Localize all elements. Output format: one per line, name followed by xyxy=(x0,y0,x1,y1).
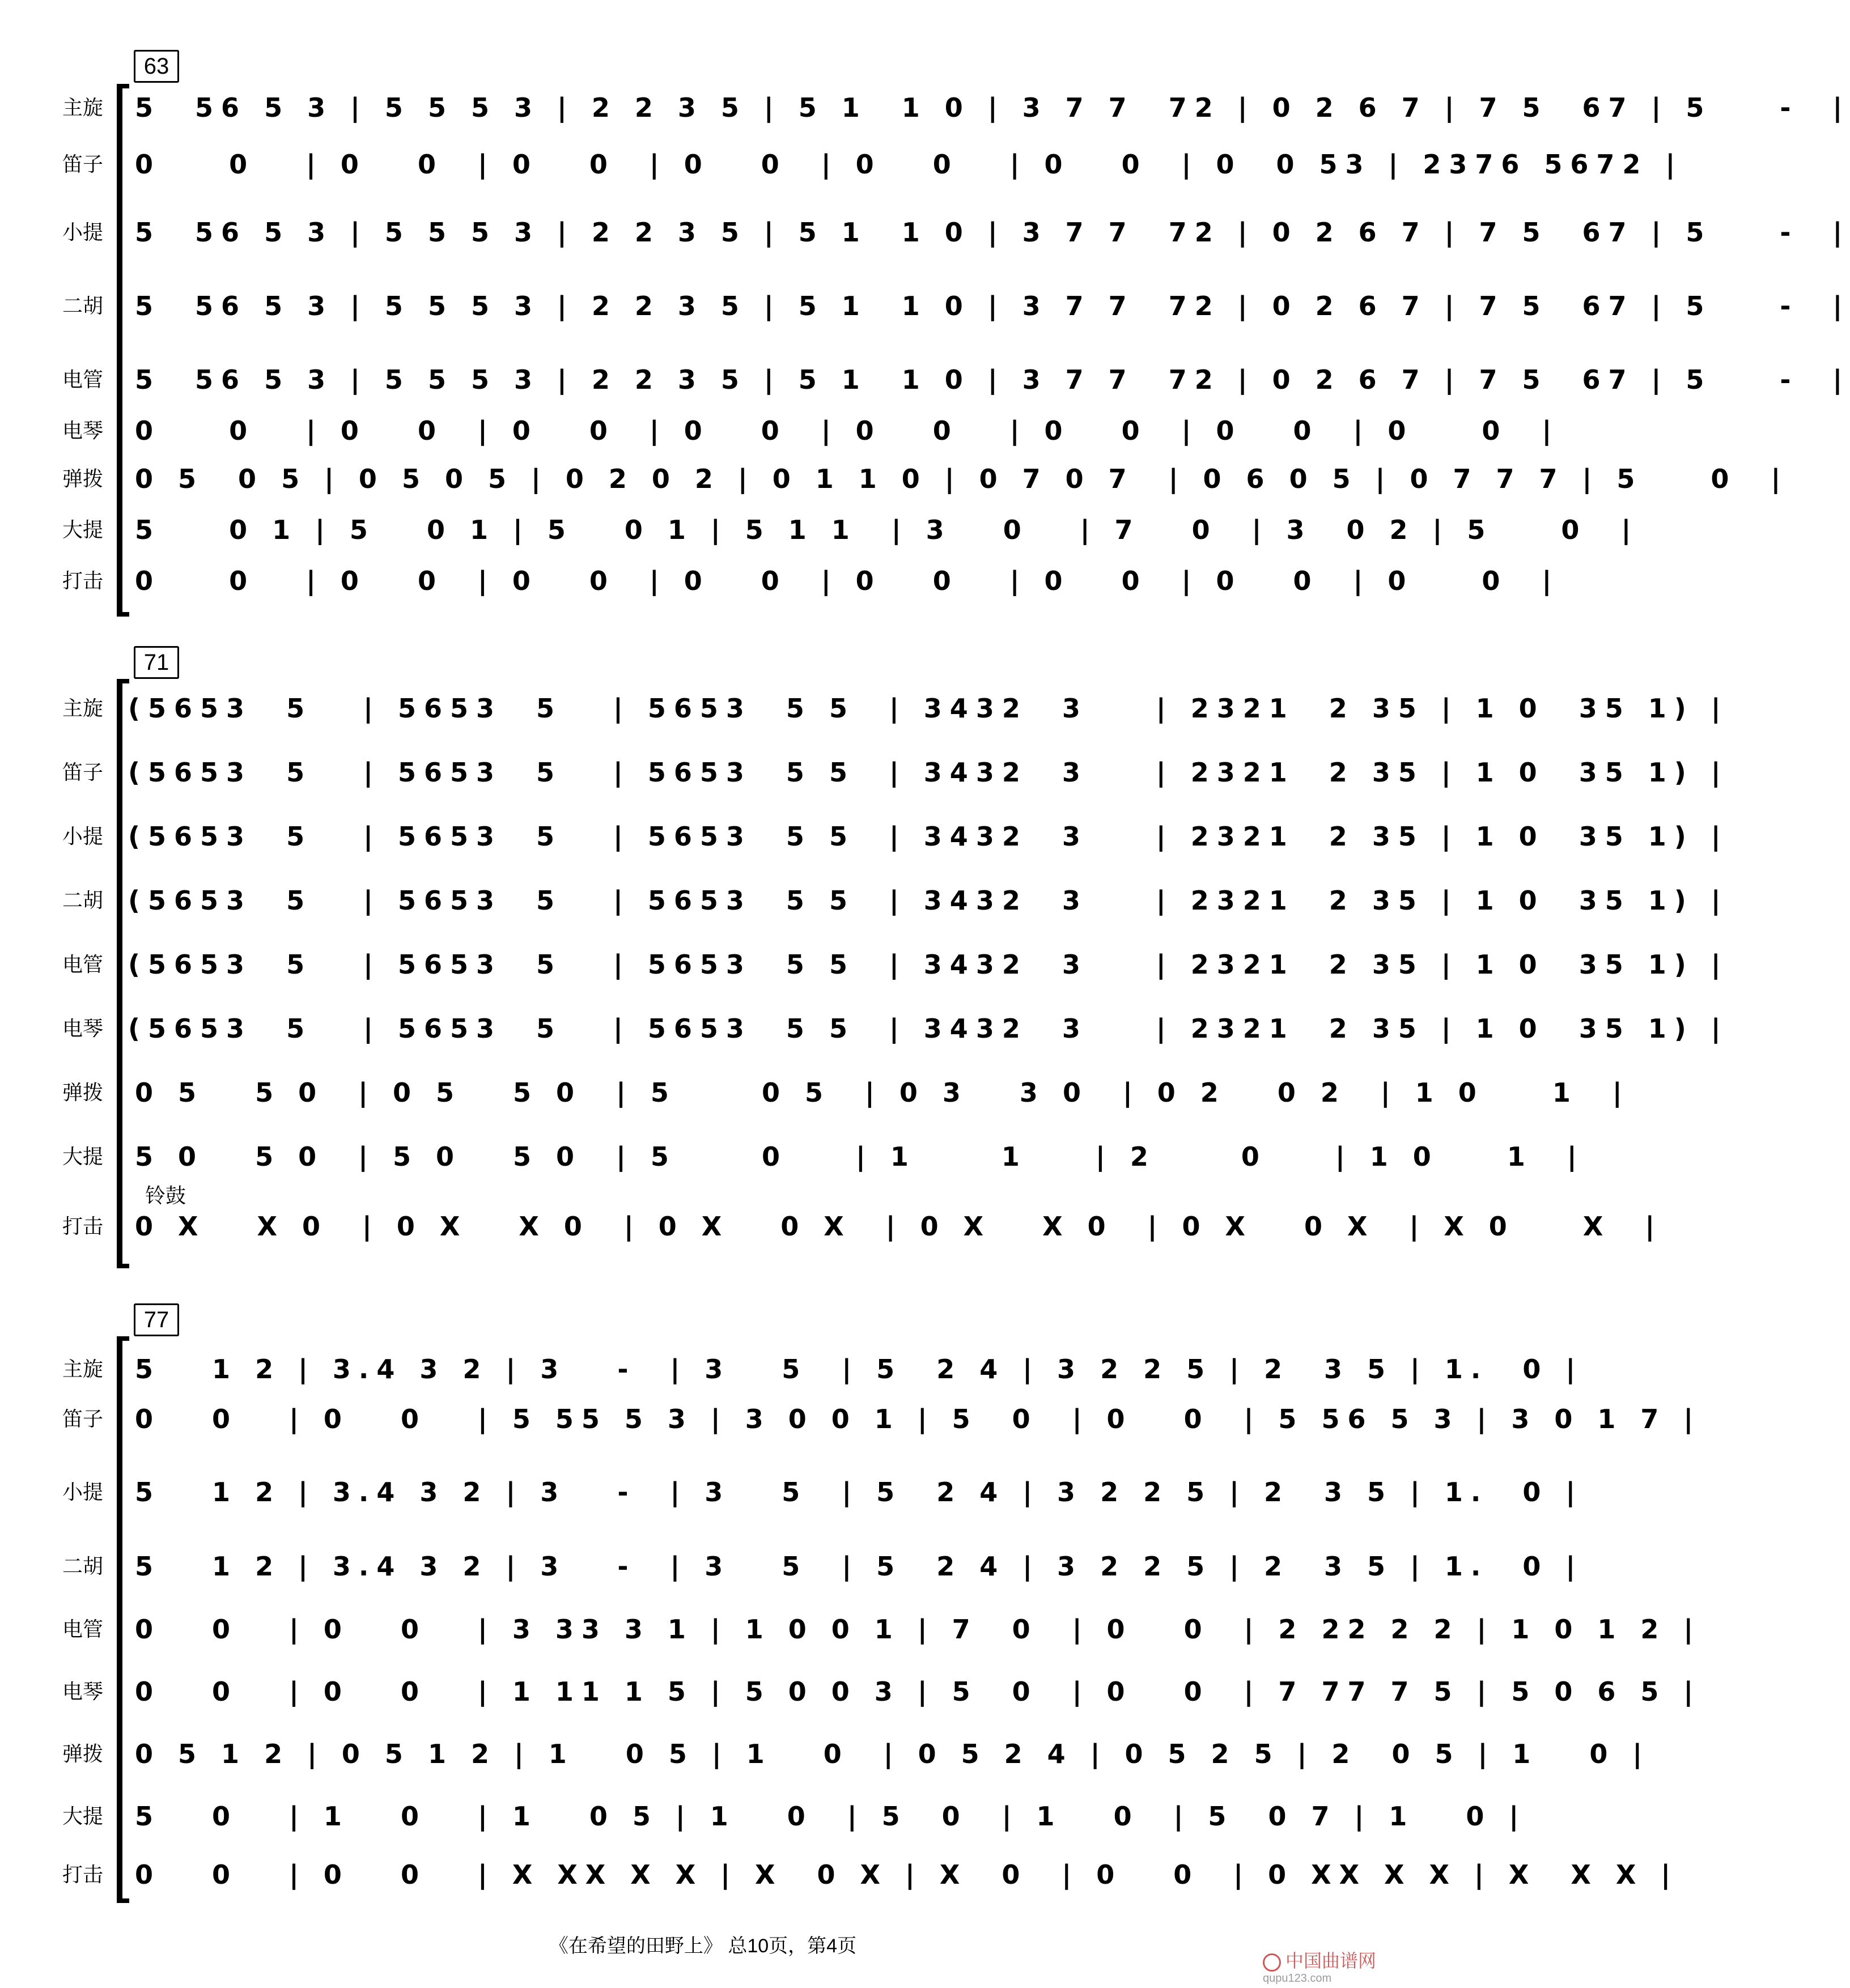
staff-row xyxy=(0,507,1639,553)
notation-line: 5 0 | 1 0 | 1 0 5 | 1 0 | 5 0 | 1 0 | 5 0 7 | 1 0 | xyxy=(135,1801,1527,1832)
staff-row xyxy=(0,1006,1729,1051)
instrument-label: 笛子 xyxy=(62,1407,104,1430)
instrument-label: 小提 xyxy=(62,1480,104,1503)
notation-line: 5 1 2 | 3.4 3 2 | 3 - | 3 5 | 5 2 4 | 3 2 2 5 | 2 3 5 | 1. 0 | xyxy=(135,1551,1584,1582)
bracket-cap-top xyxy=(117,679,129,683)
notation-line: 5 56 5 3 | 5 5 5 3 | 2 2 3 5 | 5 1 1 0 | 3 7 7 72 | 0 2 6 7 | 7 5 67 | 5 - | xyxy=(135,291,1850,321)
instrument-label: 电琴 xyxy=(62,1680,104,1703)
bracket-cap-bottom xyxy=(117,1264,129,1268)
notation-line: 0 5 1 2 | 0 5 1 2 | 1 0 5 | 1 0 | 0 5 2 4 | 0 5 2 5 | 2 0 5 | 1 0 | xyxy=(135,1739,1650,1769)
score-system-2 xyxy=(0,646,1729,1269)
instrument-label: 电管 xyxy=(62,368,104,391)
percussion-instrument-label: 铃鼓 xyxy=(145,1184,186,1207)
staff-row xyxy=(0,1469,1584,1515)
site-logo-icon xyxy=(1263,1953,1281,1972)
watermark-text: 中国曲谱网 xyxy=(1285,1950,1376,1972)
instrument-label: 二胡 xyxy=(62,1554,104,1578)
page-footer: 《在希望的田野上》 总10页，第4页 xyxy=(549,1935,857,1957)
notation-line: (5653 5 | 5653 5 | 5653 5 5 | 3432 3 | 2321 2 35 | 1 0 35 1) | xyxy=(128,1013,1729,1044)
instrument-label: 大提 xyxy=(62,1145,104,1168)
instrument-label: 打击 xyxy=(62,569,104,592)
staff-row xyxy=(0,814,1729,859)
staff-row xyxy=(0,456,1789,502)
measure-number-box: 71 xyxy=(134,646,179,679)
notation-line: (5653 5 | 5653 5 | 5653 5 5 | 3432 3 | 2321 2 35 | 1 0 35 1) | xyxy=(128,757,1729,788)
staff-row xyxy=(0,750,1729,795)
staff-row xyxy=(0,1396,1702,1442)
staff-row xyxy=(0,1134,1585,1179)
notation-line: 0 0 | 0 0 | 0 0 | 0 0 | 0 0 | 0 0 | 0 0 | 0 0 | xyxy=(135,415,1560,446)
notation-line: (5653 5 | 5653 5 | 5653 5 5 | 3432 3 | 2321 2 35 | 1 0 35 1) | xyxy=(128,949,1729,980)
staff-row xyxy=(0,878,1729,923)
notation-line: 0 0 | 0 0 | 0 0 | 0 0 | 0 0 | 0 0 | 0 0 53 | 2376 5672 | xyxy=(135,149,1683,180)
notation-line: 5 56 5 3 | 5 5 5 3 | 2 2 3 5 | 5 1 1 0 | 3 7 7 72 | 0 2 6 7 | 7 5 67 | 5 - | xyxy=(135,92,1850,123)
staff-row xyxy=(0,1794,1527,1839)
staff-row xyxy=(0,408,1560,453)
instrument-label: 大提 xyxy=(62,1804,104,1828)
notation-line: 0 5 0 5 | 0 5 0 5 | 0 2 0 2 | 0 1 1 0 | 0 7 0 7 | 0 6 0 5 | 0 7 7 7 | 5 0 | xyxy=(135,464,1789,494)
instrument-label: 主旋 xyxy=(62,1357,104,1380)
notation-line: (5653 5 | 5653 5 | 5653 5 5 | 3432 3 | 2321 2 35 | 1 0 35 1) | xyxy=(128,885,1729,916)
staff-row xyxy=(0,1731,1650,1777)
measure-number-box: 77 xyxy=(134,1303,179,1336)
notation-line: 0 0 | 0 0 | 0 0 | 0 0 | 0 0 | 0 0 | 0 0 | 0 0 | xyxy=(135,566,1560,596)
staff-row xyxy=(0,1852,1679,1897)
instrument-label: 二胡 xyxy=(62,889,104,912)
instrument-label: 主旋 xyxy=(62,96,104,119)
instrument-label: 电管 xyxy=(62,1617,104,1641)
instrument-label: 电管 xyxy=(62,953,104,976)
notation-line: 0 0 | 0 0 | X XX X X | X 0 X | X 0 | 0 0 | 0 XX X X | X X X | xyxy=(135,1859,1679,1890)
notation-line: 0 5 5 0 | 0 5 5 0 | 5 0 5 | 0 3 3 0 | 0 2 0 2 | 1 0 1 | xyxy=(135,1077,1630,1108)
bracket-cap-bottom xyxy=(117,1898,129,1903)
instrument-label: 笛子 xyxy=(62,152,104,176)
instrument-label: 大提 xyxy=(62,518,104,541)
bracket-cap-bottom xyxy=(117,612,129,617)
staff-row xyxy=(0,357,1850,402)
staff-row xyxy=(0,942,1729,987)
notation-line: 5 0 5 0 | 5 0 5 0 | 5 0 | 1 1 | 2 0 | 1 0 1 | xyxy=(135,1141,1585,1172)
instrument-label: 弹拨 xyxy=(62,1081,104,1104)
instrument-label: 弹拨 xyxy=(62,467,104,490)
notation-line: 0 0 | 0 0 | 3 33 3 1 | 1 0 0 1 | 7 0 | 0 0 | 2 22 2 2 | 1 0 1 2 | xyxy=(135,1614,1702,1645)
notation-line: 5 1 2 | 3.4 3 2 | 3 - | 3 5 | 5 2 4 | 3 2 2 5 | 2 3 5 | 1. 0 | xyxy=(135,1354,1584,1384)
notation-line: 5 56 5 3 | 5 5 5 3 | 2 2 3 5 | 5 1 1 0 | 3 7 7 72 | 0 2 6 7 | 7 5 67 | 5 - | xyxy=(135,217,1850,248)
instrument-label: 打击 xyxy=(62,1214,104,1238)
instrument-label: 主旋 xyxy=(62,696,104,720)
staff-row xyxy=(0,85,1850,130)
watermark-url: qupu123.com xyxy=(1262,1972,1332,1985)
notation-line: (5653 5 | 5653 5 | 5653 5 5 | 3432 3 | 2321 2 35 | 1 0 35 1) | xyxy=(128,821,1729,852)
notation-line: 5 56 5 3 | 5 5 5 3 | 2 2 3 5 | 5 1 1 0 | 3 7 7 72 | 0 2 6 7 | 7 5 67 | 5 - | xyxy=(135,364,1850,395)
instrument-label: 小提 xyxy=(62,220,104,244)
score-system-1 xyxy=(0,45,1850,618)
staff-row xyxy=(0,210,1850,255)
staff-row xyxy=(0,283,1850,329)
staff-row xyxy=(0,1070,1630,1115)
measure-number-box: 63 xyxy=(134,50,179,83)
bracket-cap-top xyxy=(117,1336,129,1341)
notation-line: (5653 5 | 5653 5 | 5653 5 5 | 3432 3 | 2321 2 35 | 1 0 35 1) | xyxy=(128,693,1729,724)
staff-row xyxy=(0,1544,1584,1589)
staff-row xyxy=(0,1204,1663,1249)
staff-row xyxy=(0,558,1560,604)
staff-row xyxy=(0,1346,1584,1392)
notation-line: 0 0 | 0 0 | 5 55 5 3 | 3 0 0 1 | 5 0 | 0 0 | 5 56 5 3 | 3 0 1 7 | xyxy=(135,1404,1702,1434)
instrument-label: 笛子 xyxy=(62,761,104,784)
notation-line: 5 1 2 | 3.4 3 2 | 3 - | 3 5 | 5 2 4 | 3 2 2 5 | 2 3 5 | 1. 0 | xyxy=(135,1477,1584,1507)
instrument-label: 打击 xyxy=(62,1863,104,1886)
instrument-label: 弹拨 xyxy=(62,1742,104,1765)
instrument-label: 二胡 xyxy=(62,294,104,317)
instrument-label: 小提 xyxy=(62,825,104,848)
instrument-label: 电琴 xyxy=(62,1017,104,1040)
staff-row xyxy=(0,1669,1702,1714)
site-watermark xyxy=(1263,1949,1376,1985)
staff-row xyxy=(0,1607,1702,1652)
notation-line: 5 0 1 | 5 0 1 | 5 0 1 | 5 1 1 | 3 0 | 7 0 | 3 0 2 | 5 0 | xyxy=(135,515,1639,545)
instrument-label: 电琴 xyxy=(62,419,104,442)
staff-row xyxy=(0,142,1683,187)
score-system-3 xyxy=(0,1303,1702,1904)
staff-row xyxy=(0,686,1729,731)
notation-line: 0 X X 0 | 0 X X 0 | 0 X 0 X | 0 X X 0 | 0 X 0 X | X 0 X | xyxy=(135,1211,1663,1242)
notation-line: 0 0 | 0 0 | 1 11 1 5 | 5 0 0 3 | 5 0 | 0 0 | 7 77 7 5 | 5 0 6 5 | xyxy=(135,1676,1702,1707)
